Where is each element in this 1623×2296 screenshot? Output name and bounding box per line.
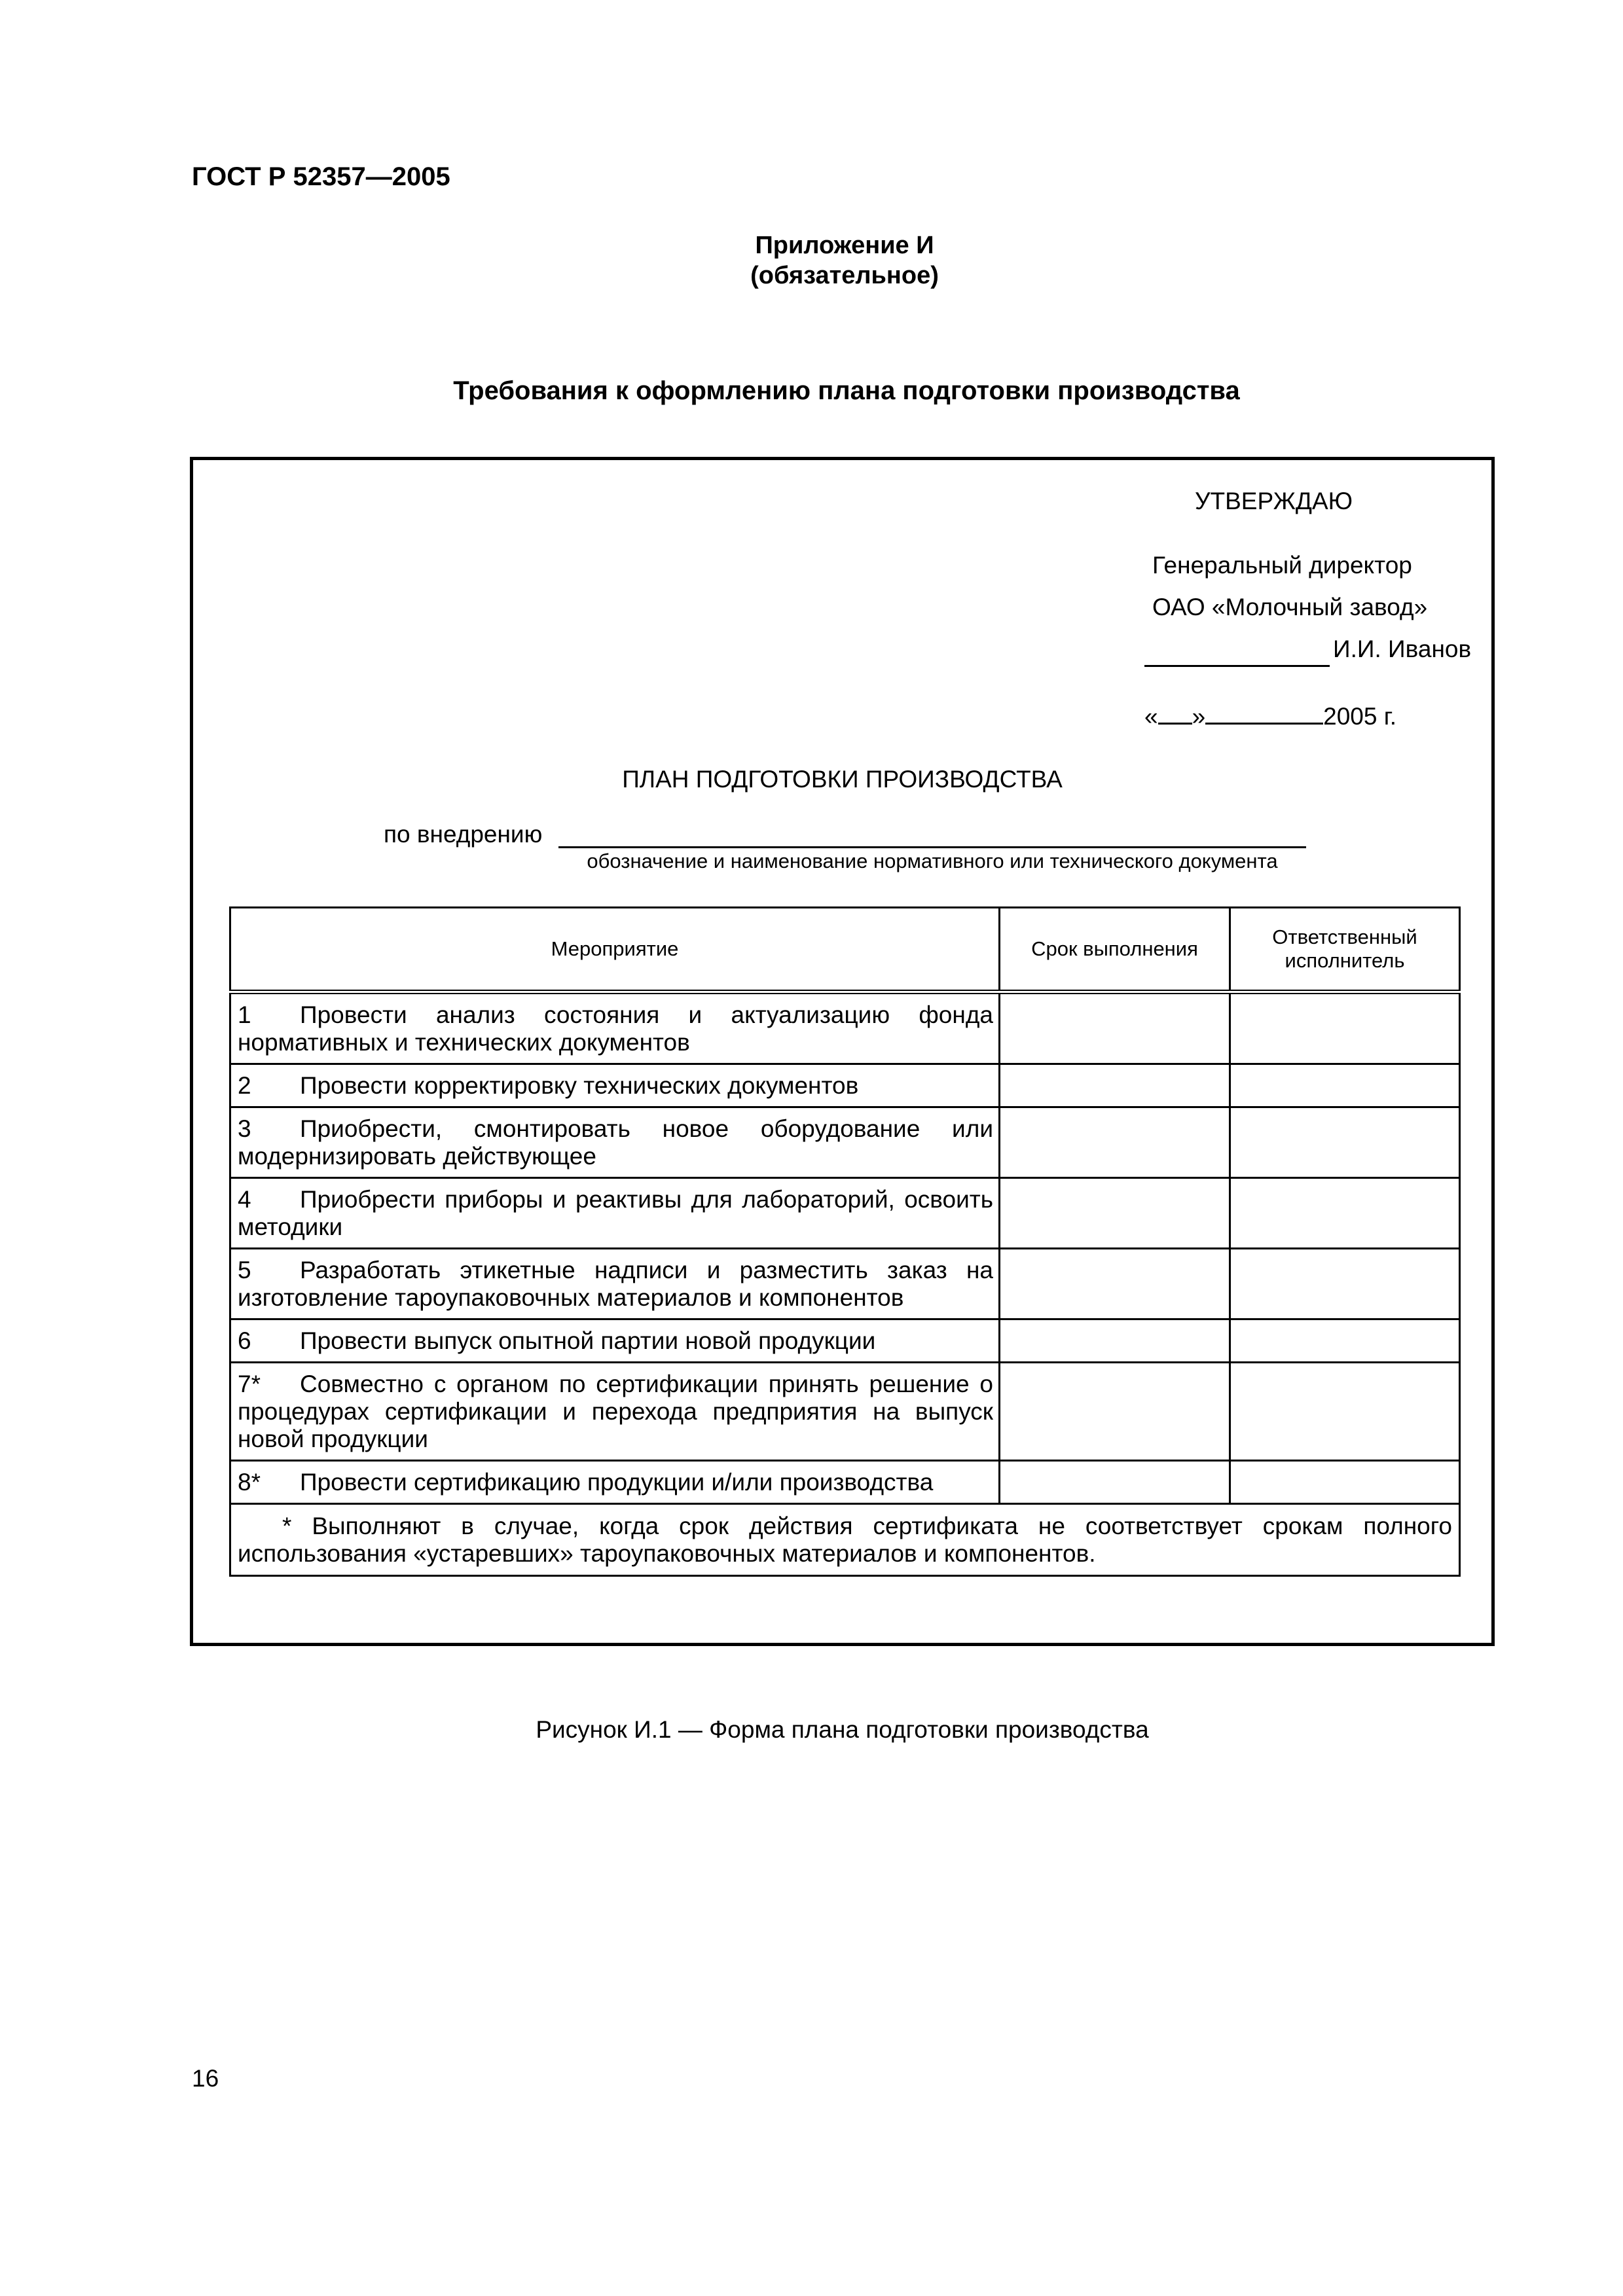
task-cell bbox=[230, 1363, 1000, 1461]
table-row bbox=[230, 1319, 1460, 1363]
deadline-cell bbox=[1000, 1249, 1230, 1319]
implementation-label: по внедрению bbox=[384, 821, 543, 848]
table-header-row bbox=[230, 908, 1460, 992]
responsible-cell bbox=[1230, 1363, 1460, 1461]
task-cell bbox=[230, 992, 1000, 1064]
task-number: 4 bbox=[238, 1185, 251, 1213]
table-row bbox=[230, 992, 1460, 1064]
table-row bbox=[230, 1178, 1460, 1249]
task-text: Приобрести, смонтировать новое оборудование или модернизировать действующее bbox=[238, 1115, 993, 1170]
responsible-cell bbox=[1230, 1249, 1460, 1319]
task-text: Провести выпуск опытной партии новой продукции bbox=[300, 1327, 876, 1354]
task-number: 6 bbox=[238, 1327, 251, 1354]
deadline-cell bbox=[1000, 992, 1230, 1064]
deadline-cell bbox=[1000, 1107, 1230, 1178]
task-cell bbox=[230, 1178, 1000, 1249]
date-year: 2005 г. bbox=[1323, 703, 1397, 730]
annex-heading bbox=[674, 230, 1015, 291]
annex-label: Приложение И bbox=[755, 232, 934, 259]
table-footnote: * Выполняют в случае, когда срок действия сертификата не соответствует срокам полного использования «устаревших» тароупаковочных материалов и компонентов. bbox=[230, 1504, 1460, 1576]
deadline-cell bbox=[1000, 1319, 1230, 1363]
approval-date bbox=[1144, 702, 1396, 730]
approver-name: И.И. Иванов bbox=[1333, 636, 1472, 662]
table-row bbox=[230, 1363, 1460, 1461]
day-blank bbox=[1158, 702, 1192, 725]
responsible-cell bbox=[1230, 992, 1460, 1064]
column-header-deadline: Срок выполнения bbox=[1000, 908, 1230, 992]
document-code: ГОСТ Р 52357—2005 bbox=[192, 162, 450, 191]
task-number: 1 bbox=[238, 1001, 251, 1028]
column-header-activity: Мероприятие bbox=[230, 908, 1000, 992]
table-row bbox=[230, 1461, 1460, 1504]
date-close-quote: » bbox=[1192, 703, 1206, 730]
task-text: Провести сертификацию продукции и/или производства bbox=[300, 1468, 934, 1496]
figure-caption: Рисунок И.1 — Форма плана подготовки производства bbox=[536, 1716, 1149, 1743]
responsible-cell bbox=[1230, 1107, 1460, 1178]
task-cell bbox=[230, 1319, 1000, 1363]
task-number: 2 bbox=[238, 1071, 251, 1099]
table-row bbox=[230, 1107, 1460, 1178]
deadline-cell bbox=[1000, 1178, 1230, 1249]
deadline-cell bbox=[1000, 1064, 1230, 1107]
approver-organization: ОАО «Молочный завод» bbox=[1152, 594, 1428, 620]
task-text: Провести анализ состояния и актуализацию фонда нормативных и технических документов bbox=[238, 1001, 993, 1056]
responsible-cell bbox=[1230, 1064, 1460, 1107]
page-number: 16 bbox=[192, 2065, 219, 2092]
task-text: Разработать этикетные надписи и разместить заказ на изготовление тароупаковочных материалов и компонентов bbox=[238, 1256, 993, 1311]
responsible-cell bbox=[1230, 1461, 1460, 1504]
task-cell bbox=[230, 1064, 1000, 1107]
task-number: 8* bbox=[238, 1468, 261, 1496]
annex-status: (обязательное) bbox=[750, 262, 939, 289]
table-row bbox=[230, 1064, 1460, 1107]
task-text: Провести корректировку технических документов bbox=[300, 1071, 859, 1099]
task-text: Совместно с органом по сертификации принять решение о процедурах сертификации и перехода предприятия на выпуск новой продукции bbox=[238, 1370, 993, 1452]
task-cell bbox=[230, 1461, 1000, 1504]
date-open-quote: « bbox=[1144, 703, 1158, 730]
task-number: 7* bbox=[238, 1370, 261, 1397]
table-footnote-row bbox=[230, 1504, 1460, 1576]
plan-table bbox=[229, 906, 1461, 1577]
task-number: 3 bbox=[238, 1115, 251, 1142]
task-number: 5 bbox=[238, 1256, 251, 1283]
section-title: Требования к оформлению плана подготовки производства bbox=[453, 376, 1240, 405]
responsible-cell bbox=[1230, 1178, 1460, 1249]
column-header-responsible: Ответственный исполнитель bbox=[1230, 908, 1460, 992]
task-cell bbox=[230, 1107, 1000, 1178]
plan-title: ПЛАН ПОДГОТОВКИ ПРОИЗВОДСТВА bbox=[622, 766, 1063, 793]
task-cell bbox=[230, 1249, 1000, 1319]
implementation-blank-line bbox=[558, 846, 1306, 848]
task-text: Приобрести приборы и реактивы для лабораторий, освоить методики bbox=[238, 1185, 993, 1240]
deadline-cell bbox=[1000, 1461, 1230, 1504]
responsible-cell bbox=[1230, 1319, 1460, 1363]
approval-stamp: УТВЕРЖДАЮ bbox=[1195, 488, 1353, 514]
month-blank bbox=[1205, 702, 1323, 725]
table-row bbox=[230, 1249, 1460, 1319]
signature-line bbox=[1144, 665, 1330, 667]
approver-position: Генеральный директор bbox=[1152, 552, 1412, 579]
deadline-cell bbox=[1000, 1363, 1230, 1461]
implementation-hint: обозначение и наименование нормативного или технического документа bbox=[587, 850, 1278, 872]
